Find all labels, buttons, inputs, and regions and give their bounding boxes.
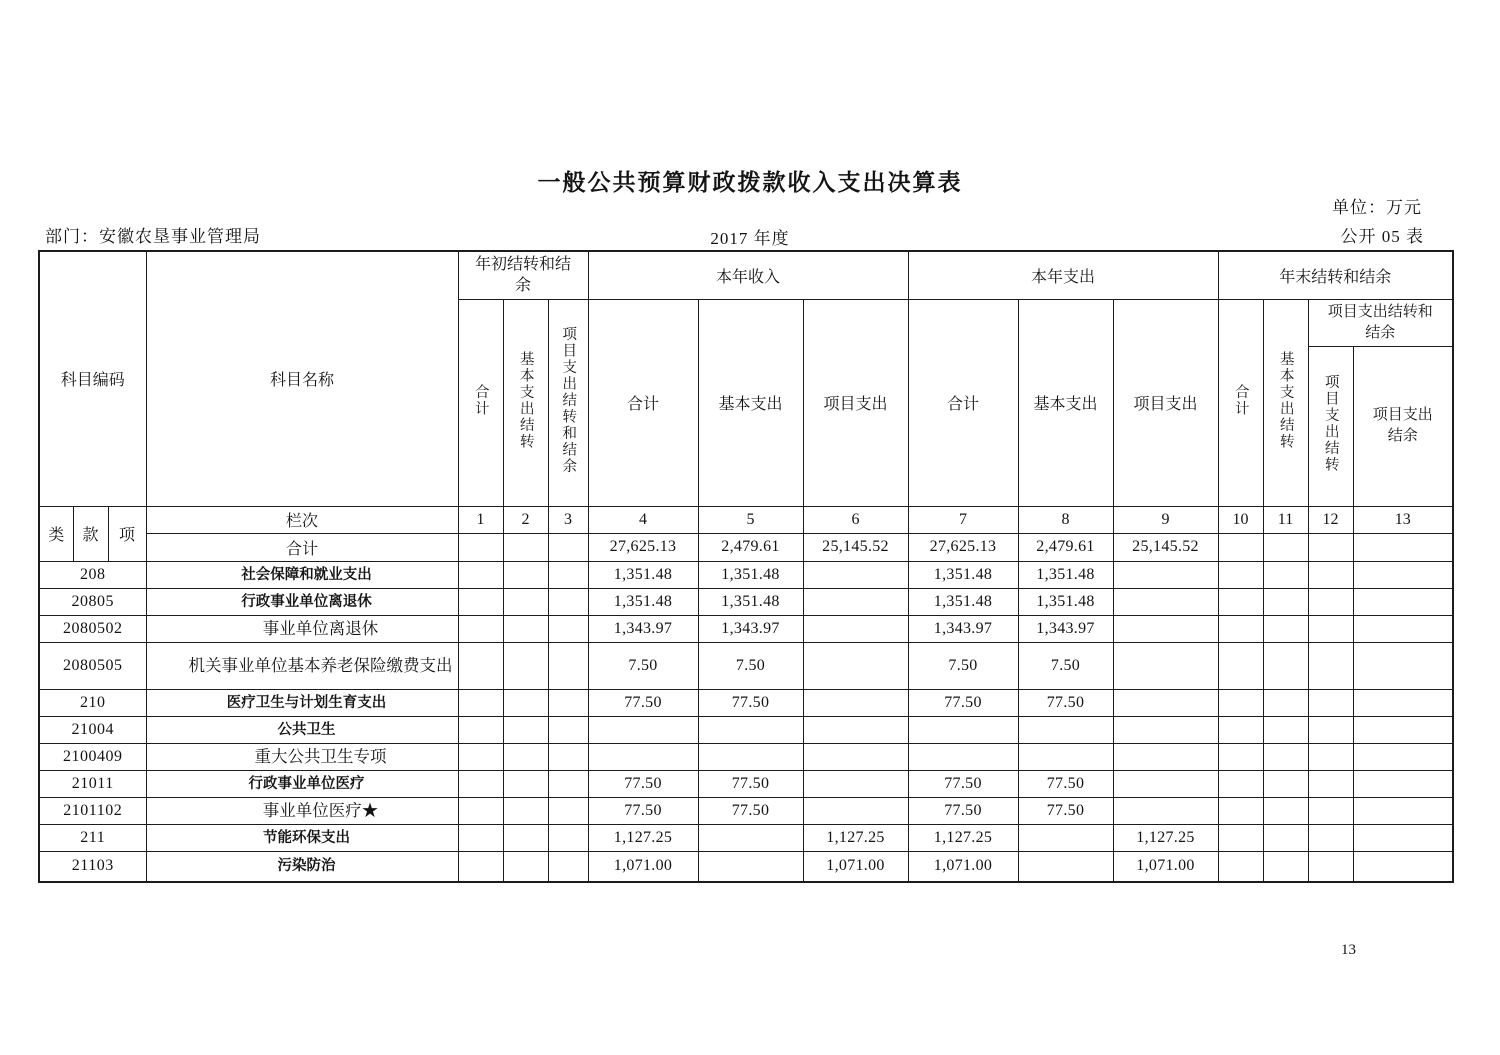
value-cell: [803, 797, 908, 824]
value-cell: [1018, 716, 1113, 743]
col-number-cell: 11: [1263, 506, 1308, 533]
value-cell: [548, 770, 588, 797]
vertical-text: 合计: [472, 383, 489, 417]
value-cell: 25,145.52: [1113, 533, 1218, 561]
value-cell: 1,351.48: [908, 561, 1018, 588]
value-cell: [1263, 561, 1308, 588]
value-cell: [1353, 797, 1453, 824]
value-cell: [1308, 743, 1353, 770]
col-number-cell: 13: [1353, 506, 1453, 533]
value-cell: [1218, 642, 1263, 689]
vertical-text: 项目支出结转和结余: [560, 325, 577, 475]
value-cell: [548, 588, 588, 615]
subject-name-cell: 医疗卫生与计划生育支出: [146, 689, 458, 716]
wrapped-text: 项目支出结转和结余: [1327, 303, 1433, 341]
subject-name-cell: 重大公共卫生专项: [146, 743, 458, 770]
unit-label: 单位：万元: [1332, 198, 1422, 217]
value-cell: [1018, 743, 1113, 770]
value-cell: [503, 689, 548, 716]
value-cell: [1308, 615, 1353, 642]
value-cell: [548, 561, 588, 588]
value-cell: [1353, 743, 1453, 770]
header-col8-basic: 基本支出: [1018, 299, 1113, 506]
value-cell: [1263, 743, 1308, 770]
vertical-text: 合计: [1232, 383, 1249, 417]
table-row: [39, 851, 1453, 882]
value-cell: [1353, 716, 1453, 743]
value-cell: 27,625.13: [908, 533, 1018, 561]
value-cell: [803, 642, 908, 689]
subject-code-cell: 20805: [39, 588, 146, 615]
header-col4-total: 合计: [588, 299, 698, 506]
fiscal-year-label: 2017 年度: [710, 229, 790, 248]
value-cell: 1,071.00: [908, 851, 1018, 882]
header-col12-project-carryover: [1308, 346, 1353, 506]
header-section: 款: [73, 506, 108, 561]
value-cell: 1,127.25: [588, 824, 698, 851]
header-subject-code: 科目编码: [39, 251, 146, 506]
col-number-cell: 4: [588, 506, 698, 533]
header-class: 类: [39, 506, 73, 561]
total-row: [39, 533, 1453, 561]
value-cell: [1113, 716, 1218, 743]
value-cell: [1218, 770, 1263, 797]
value-cell: [1218, 743, 1263, 770]
value-cell: [548, 533, 588, 561]
table-row: [39, 743, 1453, 770]
value-cell: [803, 588, 908, 615]
value-cell: [1353, 689, 1453, 716]
value-cell: 1,127.25: [908, 824, 1018, 851]
value-cell: [548, 689, 588, 716]
header-row-groups: [39, 251, 1453, 299]
header-col10-total: [1218, 299, 1263, 506]
value-cell: [1263, 533, 1308, 561]
value-cell: [1308, 716, 1353, 743]
value-cell: [1353, 561, 1453, 588]
vertical-text: 基本支出结转: [517, 350, 534, 450]
value-cell: [1218, 533, 1263, 561]
value-cell: [803, 615, 908, 642]
value-cell: [458, 615, 503, 642]
value-cell: [698, 743, 803, 770]
header-col5-basic: 基本支出: [698, 299, 803, 506]
header-col1-total: [458, 299, 503, 506]
value-cell: [458, 716, 503, 743]
col-number-cell: 6: [803, 506, 908, 533]
value-cell: [1018, 824, 1113, 851]
vertical-text: 基本支出结转: [1277, 350, 1294, 450]
value-cell: [698, 824, 803, 851]
table-row: [39, 689, 1453, 716]
col-number-cell: 8: [1018, 506, 1113, 533]
value-cell: 1,071.00: [803, 851, 908, 882]
subject-code-cell: 21004: [39, 716, 146, 743]
value-cell: 1,343.97: [1018, 615, 1113, 642]
table-number-label: 公开 05 表: [1340, 227, 1424, 246]
header-group-current-expense: 本年支出: [908, 251, 1218, 299]
value-cell: 77.50: [908, 770, 1018, 797]
col-number-cell: 2: [503, 506, 548, 533]
value-cell: [698, 851, 803, 882]
col-number-cell: 12: [1308, 506, 1353, 533]
value-cell: [1308, 770, 1353, 797]
col-number-cell: 10: [1218, 506, 1263, 533]
header-item: 项: [108, 506, 146, 561]
value-cell: [503, 797, 548, 824]
budget-table: [38, 250, 1454, 883]
value-cell: 25,145.52: [803, 533, 908, 561]
value-cell: 1,351.48: [1018, 561, 1113, 588]
table-row: [39, 615, 1453, 642]
table-row: [39, 561, 1453, 588]
value-cell: [1263, 588, 1308, 615]
subject-code-cell: 2100409: [39, 743, 146, 770]
subject-name-cell: 事业单位离退休: [146, 615, 458, 642]
value-cell: 1,351.48: [698, 588, 803, 615]
value-cell: [1308, 851, 1353, 882]
table-row: [39, 642, 1453, 689]
value-cell: [1353, 770, 1453, 797]
wrapped-text: 项目支出结余: [1372, 407, 1433, 444]
value-cell: [458, 797, 503, 824]
header-col2-basic-carryover: [503, 299, 548, 506]
value-cell: [458, 533, 503, 561]
value-cell: [548, 716, 588, 743]
value-cell: 77.50: [588, 689, 698, 716]
subject-name-cell: 污染防治: [146, 851, 458, 882]
value-cell: [698, 716, 803, 743]
col-number-cell: 1: [458, 506, 503, 533]
value-cell: 1,343.97: [908, 615, 1018, 642]
value-cell: [1113, 561, 1218, 588]
value-cell: 77.50: [588, 770, 698, 797]
subject-code-cell: 2080505: [39, 642, 146, 689]
subject-code-cell: 2101102: [39, 797, 146, 824]
value-cell: [1263, 615, 1308, 642]
value-cell: 77.50: [698, 797, 803, 824]
table-row: [39, 797, 1453, 824]
value-cell: [1308, 533, 1353, 561]
value-cell: 7.50: [1018, 642, 1113, 689]
value-cell: [503, 824, 548, 851]
value-cell: 77.50: [1018, 770, 1113, 797]
subject-name-cell: 公共卫生: [146, 716, 458, 743]
value-cell: [1353, 615, 1453, 642]
header-group-end-project: [1308, 299, 1453, 346]
value-cell: 1,343.97: [698, 615, 803, 642]
value-cell: 77.50: [698, 689, 803, 716]
subject-code-cell: 211: [39, 824, 146, 851]
value-cell: [1263, 770, 1308, 797]
value-cell: [1263, 824, 1308, 851]
value-cell: [1113, 743, 1218, 770]
value-cell: [588, 743, 698, 770]
value-cell: [1263, 797, 1308, 824]
value-cell: 1,351.48: [698, 561, 803, 588]
value-cell: 77.50: [1018, 797, 1113, 824]
value-cell: 7.50: [588, 642, 698, 689]
value-cell: [1308, 642, 1353, 689]
value-cell: 1,071.00: [1113, 851, 1218, 882]
value-cell: [1113, 615, 1218, 642]
value-cell: 1,343.97: [588, 615, 698, 642]
value-cell: [1218, 588, 1263, 615]
document-title: 一般公共预算财政拨款收入支出决算表: [537, 169, 963, 195]
value-cell: [503, 615, 548, 642]
value-cell: [548, 743, 588, 770]
table-row: [39, 770, 1453, 797]
value-cell: 1,351.48: [588, 561, 698, 588]
subject-code-cell: 21011: [39, 770, 146, 797]
header-group-end-balance: 年末结转和结余: [1218, 251, 1453, 299]
value-cell: [503, 642, 548, 689]
value-cell: [1113, 770, 1218, 797]
value-cell: [803, 743, 908, 770]
subject-name-cell: 行政事业单位医疗: [146, 770, 458, 797]
value-cell: 1,351.48: [908, 588, 1018, 615]
value-cell: 77.50: [908, 689, 1018, 716]
value-cell: [548, 851, 588, 882]
value-cell: [1308, 824, 1353, 851]
value-cell: 1,071.00: [588, 851, 698, 882]
value-cell: 77.50: [588, 797, 698, 824]
value-cell: [1263, 851, 1308, 882]
value-cell: [548, 615, 588, 642]
department-label: 部门：安徽农垦事业管理局: [45, 227, 261, 246]
value-cell: [503, 770, 548, 797]
value-cell: [503, 716, 548, 743]
col-number-cell: 7: [908, 506, 1018, 533]
value-cell: 2,479.61: [1018, 533, 1113, 561]
value-cell: [458, 743, 503, 770]
table-row: [39, 588, 1453, 615]
subject-code-cell: 2080502: [39, 615, 146, 642]
value-cell: [548, 642, 588, 689]
value-cell: [458, 588, 503, 615]
value-cell: [458, 824, 503, 851]
value-cell: [458, 851, 503, 882]
value-cell: [1263, 716, 1308, 743]
total-row-label: 合计: [146, 533, 458, 561]
value-cell: [548, 797, 588, 824]
subject-code-cell: 210: [39, 689, 146, 716]
value-cell: [503, 588, 548, 615]
value-cell: 77.50: [1018, 689, 1113, 716]
value-cell: [803, 689, 908, 716]
header-col11-basic-carryover: [1263, 299, 1308, 506]
value-cell: 7.50: [698, 642, 803, 689]
col-number-cell: 3: [548, 506, 588, 533]
value-cell: [803, 716, 908, 743]
header-group-current-income: 本年收入: [588, 251, 908, 299]
value-cell: [1018, 851, 1113, 882]
value-cell: [458, 689, 503, 716]
subject-name-cell: 行政事业单位离退休: [146, 588, 458, 615]
value-cell: [503, 743, 548, 770]
header-col9-project: 项目支出: [1113, 299, 1218, 506]
value-cell: [503, 561, 548, 588]
value-cell: 7.50: [908, 642, 1018, 689]
subject-name-cell: 节能环保支出: [146, 824, 458, 851]
value-cell: [1263, 642, 1308, 689]
value-cell: [1218, 824, 1263, 851]
subject-code-cell: 21103: [39, 851, 146, 882]
value-cell: [803, 770, 908, 797]
value-cell: [1113, 689, 1218, 716]
table-row: [39, 824, 1453, 851]
value-cell: 27,625.13: [588, 533, 698, 561]
header-col3-project-carryover: [548, 299, 588, 506]
value-cell: [1308, 797, 1353, 824]
wrapped-text: 年初结转和结余: [474, 256, 571, 295]
value-cell: [458, 770, 503, 797]
value-cell: [1353, 533, 1453, 561]
vertical-text: 项目支出结转: [1322, 374, 1339, 473]
table-row: [39, 716, 1453, 743]
value-cell: [803, 561, 908, 588]
header-col7-total: 合计: [908, 299, 1018, 506]
value-cell: [458, 642, 503, 689]
column-number-row: [39, 506, 1453, 533]
value-cell: 77.50: [698, 770, 803, 797]
value-cell: [1113, 797, 1218, 824]
value-cell: [503, 851, 548, 882]
value-cell: [1218, 615, 1263, 642]
value-cell: 1,351.48: [588, 588, 698, 615]
value-cell: [908, 743, 1018, 770]
value-cell: [1353, 824, 1453, 851]
subject-name-cell: 社会保障和就业支出: [146, 561, 458, 588]
subject-name-cell: 事业单位医疗★: [146, 797, 458, 824]
value-cell: [548, 824, 588, 851]
header-subject-name: 科目名称: [146, 251, 458, 506]
value-cell: [1263, 689, 1308, 716]
value-cell: [1308, 689, 1353, 716]
value-cell: [1113, 642, 1218, 689]
value-cell: [1218, 689, 1263, 716]
subject-code-cell: 208: [39, 561, 146, 588]
value-cell: [503, 533, 548, 561]
value-cell: [1353, 851, 1453, 882]
value-cell: 1,351.48: [1018, 588, 1113, 615]
header-group-begin-balance: [458, 251, 588, 299]
value-cell: 1,127.25: [803, 824, 908, 851]
value-cell: [1218, 716, 1263, 743]
value-cell: [908, 716, 1018, 743]
header-col13-project-balance: [1353, 346, 1453, 506]
header-lanci: 栏次: [146, 506, 458, 533]
value-cell: [1113, 588, 1218, 615]
value-cell: [458, 561, 503, 588]
value-cell: [1353, 642, 1453, 689]
col-number-cell: 9: [1113, 506, 1218, 533]
value-cell: [1308, 561, 1353, 588]
value-cell: [1218, 561, 1263, 588]
value-cell: 2,479.61: [698, 533, 803, 561]
value-cell: [1308, 588, 1353, 615]
value-cell: [1218, 797, 1263, 824]
subject-name-cell: 机关事业单位基本养老保险缴费支出: [146, 642, 458, 689]
page-number: 13: [1341, 942, 1356, 958]
value-cell: [1218, 851, 1263, 882]
col-number-cell: 5: [698, 506, 803, 533]
value-cell: 1,127.25: [1113, 824, 1218, 851]
header-col6-project: 项目支出: [803, 299, 908, 506]
value-cell: 77.50: [908, 797, 1018, 824]
value-cell: [1353, 588, 1453, 615]
value-cell: [588, 716, 698, 743]
